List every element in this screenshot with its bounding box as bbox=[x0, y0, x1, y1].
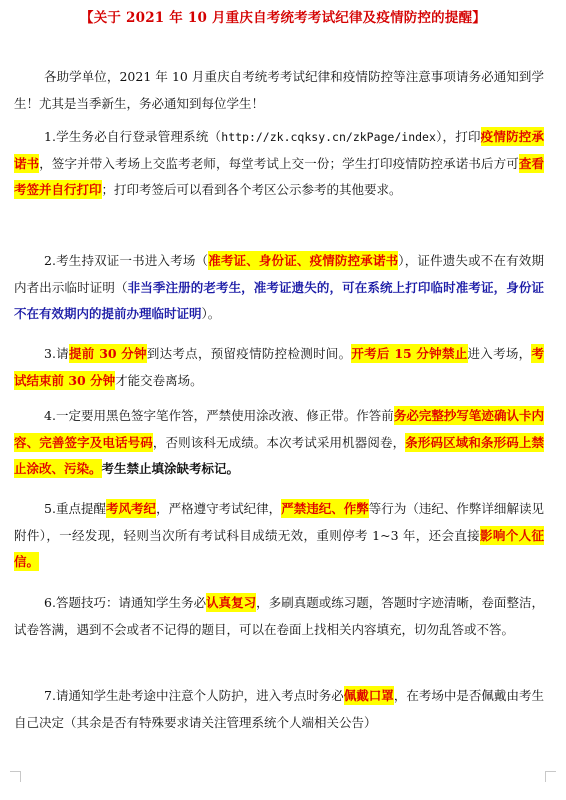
item-2-text-c: ）。 bbox=[201, 306, 221, 321]
item-7-text-a: 7.请通知学生赴考途中注意个人防护，进入考点时务必 bbox=[44, 688, 344, 703]
item-4-highlight-2: 条形码区域和条形码上禁止涂改、污染。 bbox=[14, 434, 544, 476]
item-5-highlight-2: 严禁违纪、作弊 bbox=[281, 501, 369, 516]
item-4-highlight-1: 务必完整抄写笔迹确认卡内容、完善签字及电话号码 bbox=[14, 408, 544, 450]
intro-paragraph: 各助学单位，2021 年 10 月重庆自考统考考试纪律和疫情防控等注意事项请务必通知到学生！尤其是当季新生，务必通知到每位学生！ bbox=[14, 69, 544, 111]
crop-mark-bottom-left bbox=[10, 771, 21, 782]
item-2-text-b: ），证件遗失或不在有效期内者出示临时证明（ bbox=[14, 253, 544, 295]
item-4-text-c: 考生禁止填涂缺考标记。 bbox=[101, 461, 240, 476]
item-3-text-d: 才能交卷离场。 bbox=[115, 372, 203, 388]
item-3-text-a: 3.请 bbox=[44, 346, 69, 361]
item-5-text-c: 等行为（违纪、作弊详细解读见附件），一经发现，轻则当次所有考试科目成绩无效，重则停考 1~3 年，还会直接 bbox=[14, 501, 544, 543]
item-4-text-a: 4.一定要用黑色签字笔作答，严禁使用涂改液、修正带。作答前 bbox=[44, 408, 394, 423]
item-1-highlight-1: 疫情防控承诺书 bbox=[14, 129, 544, 171]
item-1-highlight-2: 查看考签并自行打印 bbox=[14, 155, 544, 197]
item-5 bbox=[14, 496, 544, 576]
item-6 bbox=[14, 590, 544, 643]
item-3-highlight-2: 开考后 15 分钟禁止 bbox=[351, 346, 468, 361]
crop-mark-bottom-right bbox=[545, 771, 556, 782]
item-1-text-a: 1.学生务必自行登录管理系统（ bbox=[44, 129, 222, 144]
item-7-highlight-1: 佩戴口罩 bbox=[343, 688, 394, 703]
item-6-text-a: 6.答题技巧：请通知学生务必 bbox=[44, 595, 207, 610]
item-3-text-c: 进入考场， bbox=[467, 346, 532, 361]
item-2-highlight-1: 准考证、身份证、疫情防控承诺书 bbox=[208, 253, 399, 268]
item-4 bbox=[14, 403, 544, 483]
item-5-highlight-3: 影响个人征信。 bbox=[14, 527, 544, 569]
item-1-text-c: ，签字并带入考场上交监考老师，每堂考试上交一份；学生打印疫情防控承诺书后方可 bbox=[39, 155, 519, 171]
item-5-highlight-1: 考风考纪 bbox=[106, 501, 157, 516]
item-2-text-a: 2.考生持双证一书进入考场（ bbox=[44, 253, 209, 268]
item-5-text-a: 5.重点提醒 bbox=[44, 501, 106, 516]
item-6-highlight-1: 认真复习 bbox=[206, 595, 257, 610]
item-6-text-b: ，多刷真题或练习题，答题时字迹清晰，卷面整洁，试卷答满，遇到不会或者不记得的题目，可以在卷面上找相关内容填充，切勿乱答或不答。 bbox=[14, 595, 544, 637]
item-3 bbox=[14, 341, 544, 394]
item-1-text-d: ；打印考签后可以看到各个考区公示参考的其他要求。 bbox=[101, 182, 402, 197]
item-2 bbox=[14, 248, 544, 328]
document-title: 【关于 2021 年 10 月重庆自考统考考试纪律及疫情防控的提醒】 bbox=[80, 10, 486, 26]
item-4-text-b: ，否则该科无成绩。本次考试采用机器阅卷， bbox=[152, 434, 406, 450]
system-url-link[interactable]: http://zk.cqksy.cn/zkPage/index bbox=[221, 130, 436, 144]
item-2-blue-note: 非当季注册的老考生，准考证遗失的，可在系统上打印临时准考证，身份证不在有效期内的提前办理临时证明 bbox=[14, 279, 544, 321]
item-3-highlight-3: 考试结束前 30 分钟 bbox=[14, 346, 544, 388]
item-5-text-b: ，严格遵守考试纪律， bbox=[156, 501, 282, 516]
item-1-text-b: ），打印 bbox=[435, 129, 481, 144]
item-3-highlight-1: 提前 30 分钟 bbox=[69, 346, 147, 361]
item-3-text-b: 到达考点，预留疫情防控检测时间。 bbox=[146, 346, 352, 361]
item-7-text-b: ，在考场中是否佩戴由考生自己决定（其余是否有特殊要求请关注管理系统个人端相关公告） bbox=[14, 688, 544, 730]
item-7 bbox=[14, 683, 544, 736]
item-1 bbox=[14, 124, 544, 204]
